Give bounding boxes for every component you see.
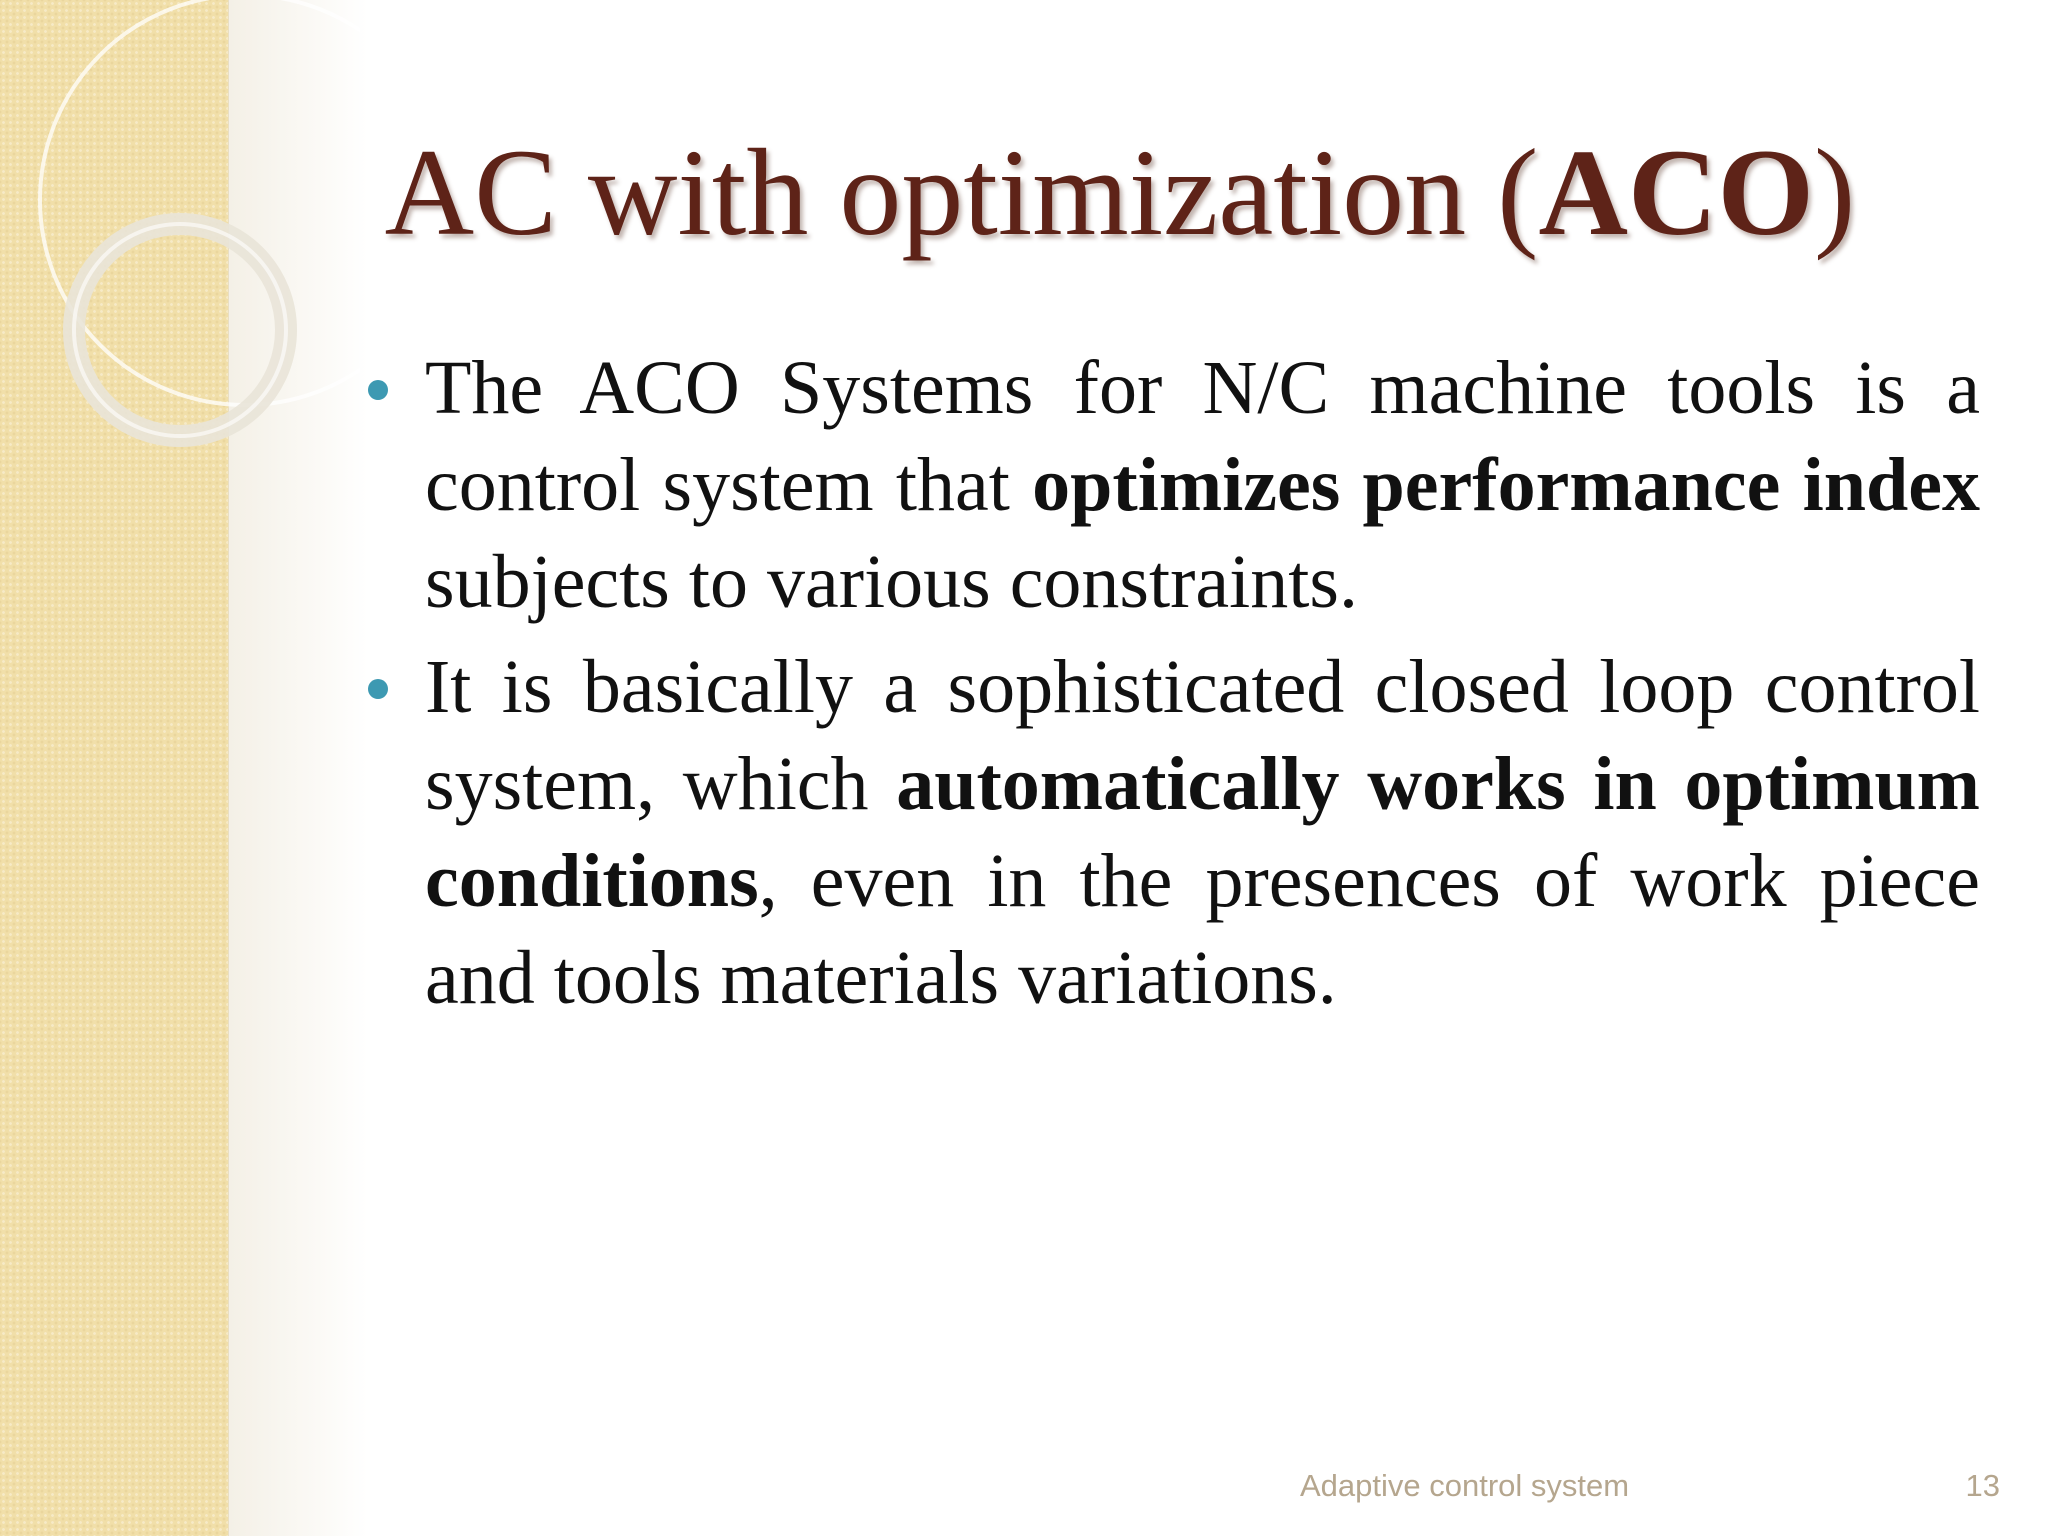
- title-text-prefix: AC with optimization (: [384, 124, 1539, 261]
- bullet-bold-text: automatically works in optimum conditions: [425, 742, 1980, 923]
- bullet-dot-icon: [368, 380, 388, 400]
- bullet-dot-icon: [368, 679, 388, 699]
- bullet-item-1: [425, 340, 1980, 631]
- title-text-bold: ACO: [1538, 124, 1815, 261]
- bullet-text: subjects to various constraints.: [425, 540, 1358, 624]
- footer-text: Adaptive control system: [1300, 1468, 1630, 1503]
- slide-title: [300, 118, 1940, 268]
- bullet-text: The ACO Systems for N/C machine tools is a control system that: [425, 346, 1980, 527]
- title-text-suffix: ): [1814, 124, 1856, 261]
- bullet-text: It is basically a sophisticated closed loop control system, which: [425, 645, 1980, 826]
- page-number: 13: [1965, 1468, 2000, 1503]
- bullet-bold-text: optimizes performance index: [1032, 443, 1980, 527]
- bullet-text: , even in the presences of work piece and tools materials variations.: [425, 839, 1980, 1020]
- bullet-item-2: [425, 639, 1980, 1027]
- bullet-list: [425, 340, 1980, 1035]
